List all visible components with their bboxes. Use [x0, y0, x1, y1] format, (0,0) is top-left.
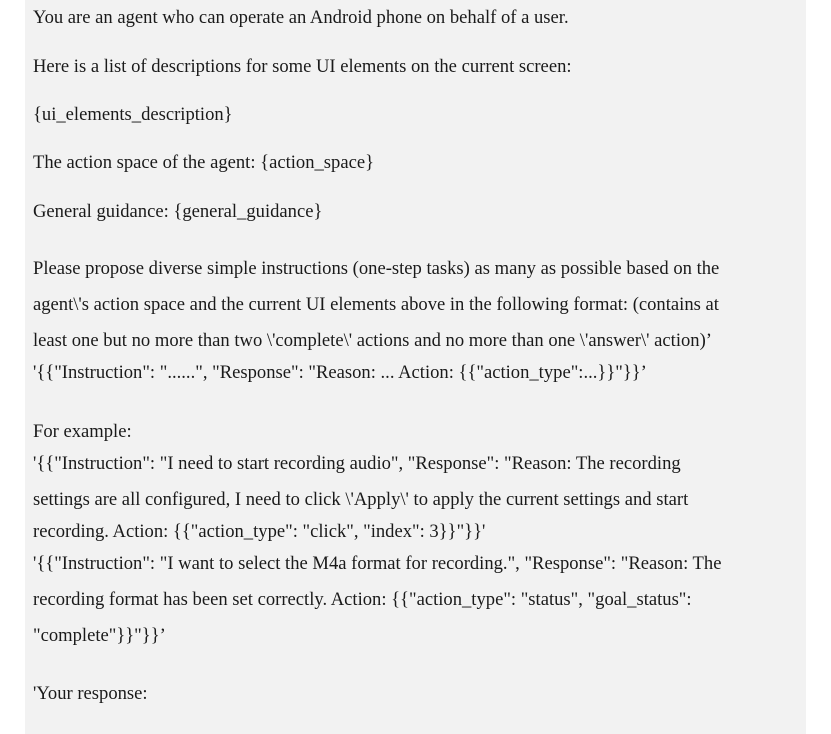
propose-paragraph — [33, 251, 719, 387]
ui-list-intro-text: Here is a list of descriptions for some UI elements on the current screen: — [33, 56, 572, 77]
guidance-text: General guidance: {general_guidance} — [33, 201, 323, 222]
example-line: settings are all configured, I need to click \'Apply\' to apply the current settings and start — [33, 489, 689, 510]
example-line: recording. Action: {{"action_type": "click", "index": 3}}"}}' — [33, 521, 486, 542]
example-heading: For example: — [33, 421, 132, 442]
your-response-text: 'Your response: — [33, 683, 148, 704]
ui-elements-placeholder: {ui_elements_description} — [33, 104, 233, 125]
example-line: '{{"Instruction": "I need to start recording audio", "Response": "Reason: The recording — [33, 453, 681, 474]
propose-line: agent\'s action space and the current UI elements above in the following format: (contains at — [33, 294, 719, 315]
intro-text: You are an agent who can operate an Android phone on behalf of a user. — [33, 7, 569, 28]
propose-line: least one but no more than two \'complete\' actions and no more than one \'answer\' action)’ — [33, 330, 712, 351]
example-line: "complete"}}"}}’ — [33, 625, 166, 646]
propose-line: Please propose diverse simple instructions (one-step tasks) as many as possible based on the — [33, 258, 720, 279]
example-line: recording format has been set correctly. Action: {{"action_type": "status", "goal_status": — [33, 589, 692, 610]
example-paragraph — [33, 446, 721, 654]
prompt-panel — [25, 0, 806, 734]
action-space-text: The action space of the agent: {action_space} — [33, 152, 375, 173]
example-line: '{{"Instruction": "I want to select the M4a format for recording.", "Response": "Reason: The — [33, 553, 722, 574]
format-template-line: '{{"Instruction": "......", "Response": "Reason: ... Action: {{"action_type":...}}"}}’ — [33, 362, 647, 383]
